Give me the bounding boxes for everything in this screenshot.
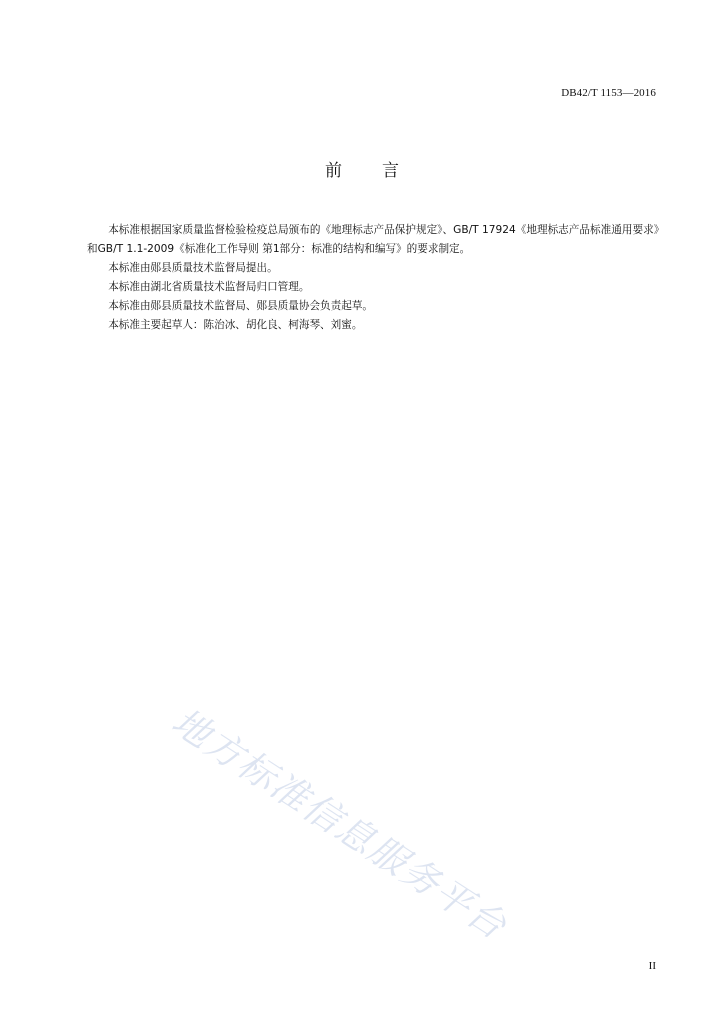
section-title-part1: 前 <box>325 161 342 181</box>
section-title <box>0 156 724 181</box>
section-title-part2: 言 <box>382 161 399 181</box>
standard-code: DB42/T 1153—2016 <box>561 87 656 99</box>
paragraph-administrator: 本标准由湖北省质量技术监督局归口管理。 <box>108 281 310 293</box>
foreword-body <box>87 221 659 335</box>
page-number: II <box>648 960 656 972</box>
paragraph-proposer: 本标准由郧县质量技术监督局提出。 <box>108 262 278 274</box>
paragraph-basis: 本标准根据国家质量监督检验检疫总局颁布的《地理标志产品保护规定》、GB/T 17924《地理标志产品标准通用要求》和GB/T 1.1-2009《标准化工作导则 第1部分：标准的结构和编写》的要求制定。 <box>87 224 659 255</box>
watermark: 地方标准信息服务平台 <box>164 699 515 949</box>
paragraph-drafting-units: 本标准由郧县质量技术监督局、郧县质量协会负责起草。 <box>108 300 374 312</box>
paragraph-drafters: 本标准主要起草人：陈治冰、胡化良、柯海琴、刘蜜。 <box>108 319 363 331</box>
